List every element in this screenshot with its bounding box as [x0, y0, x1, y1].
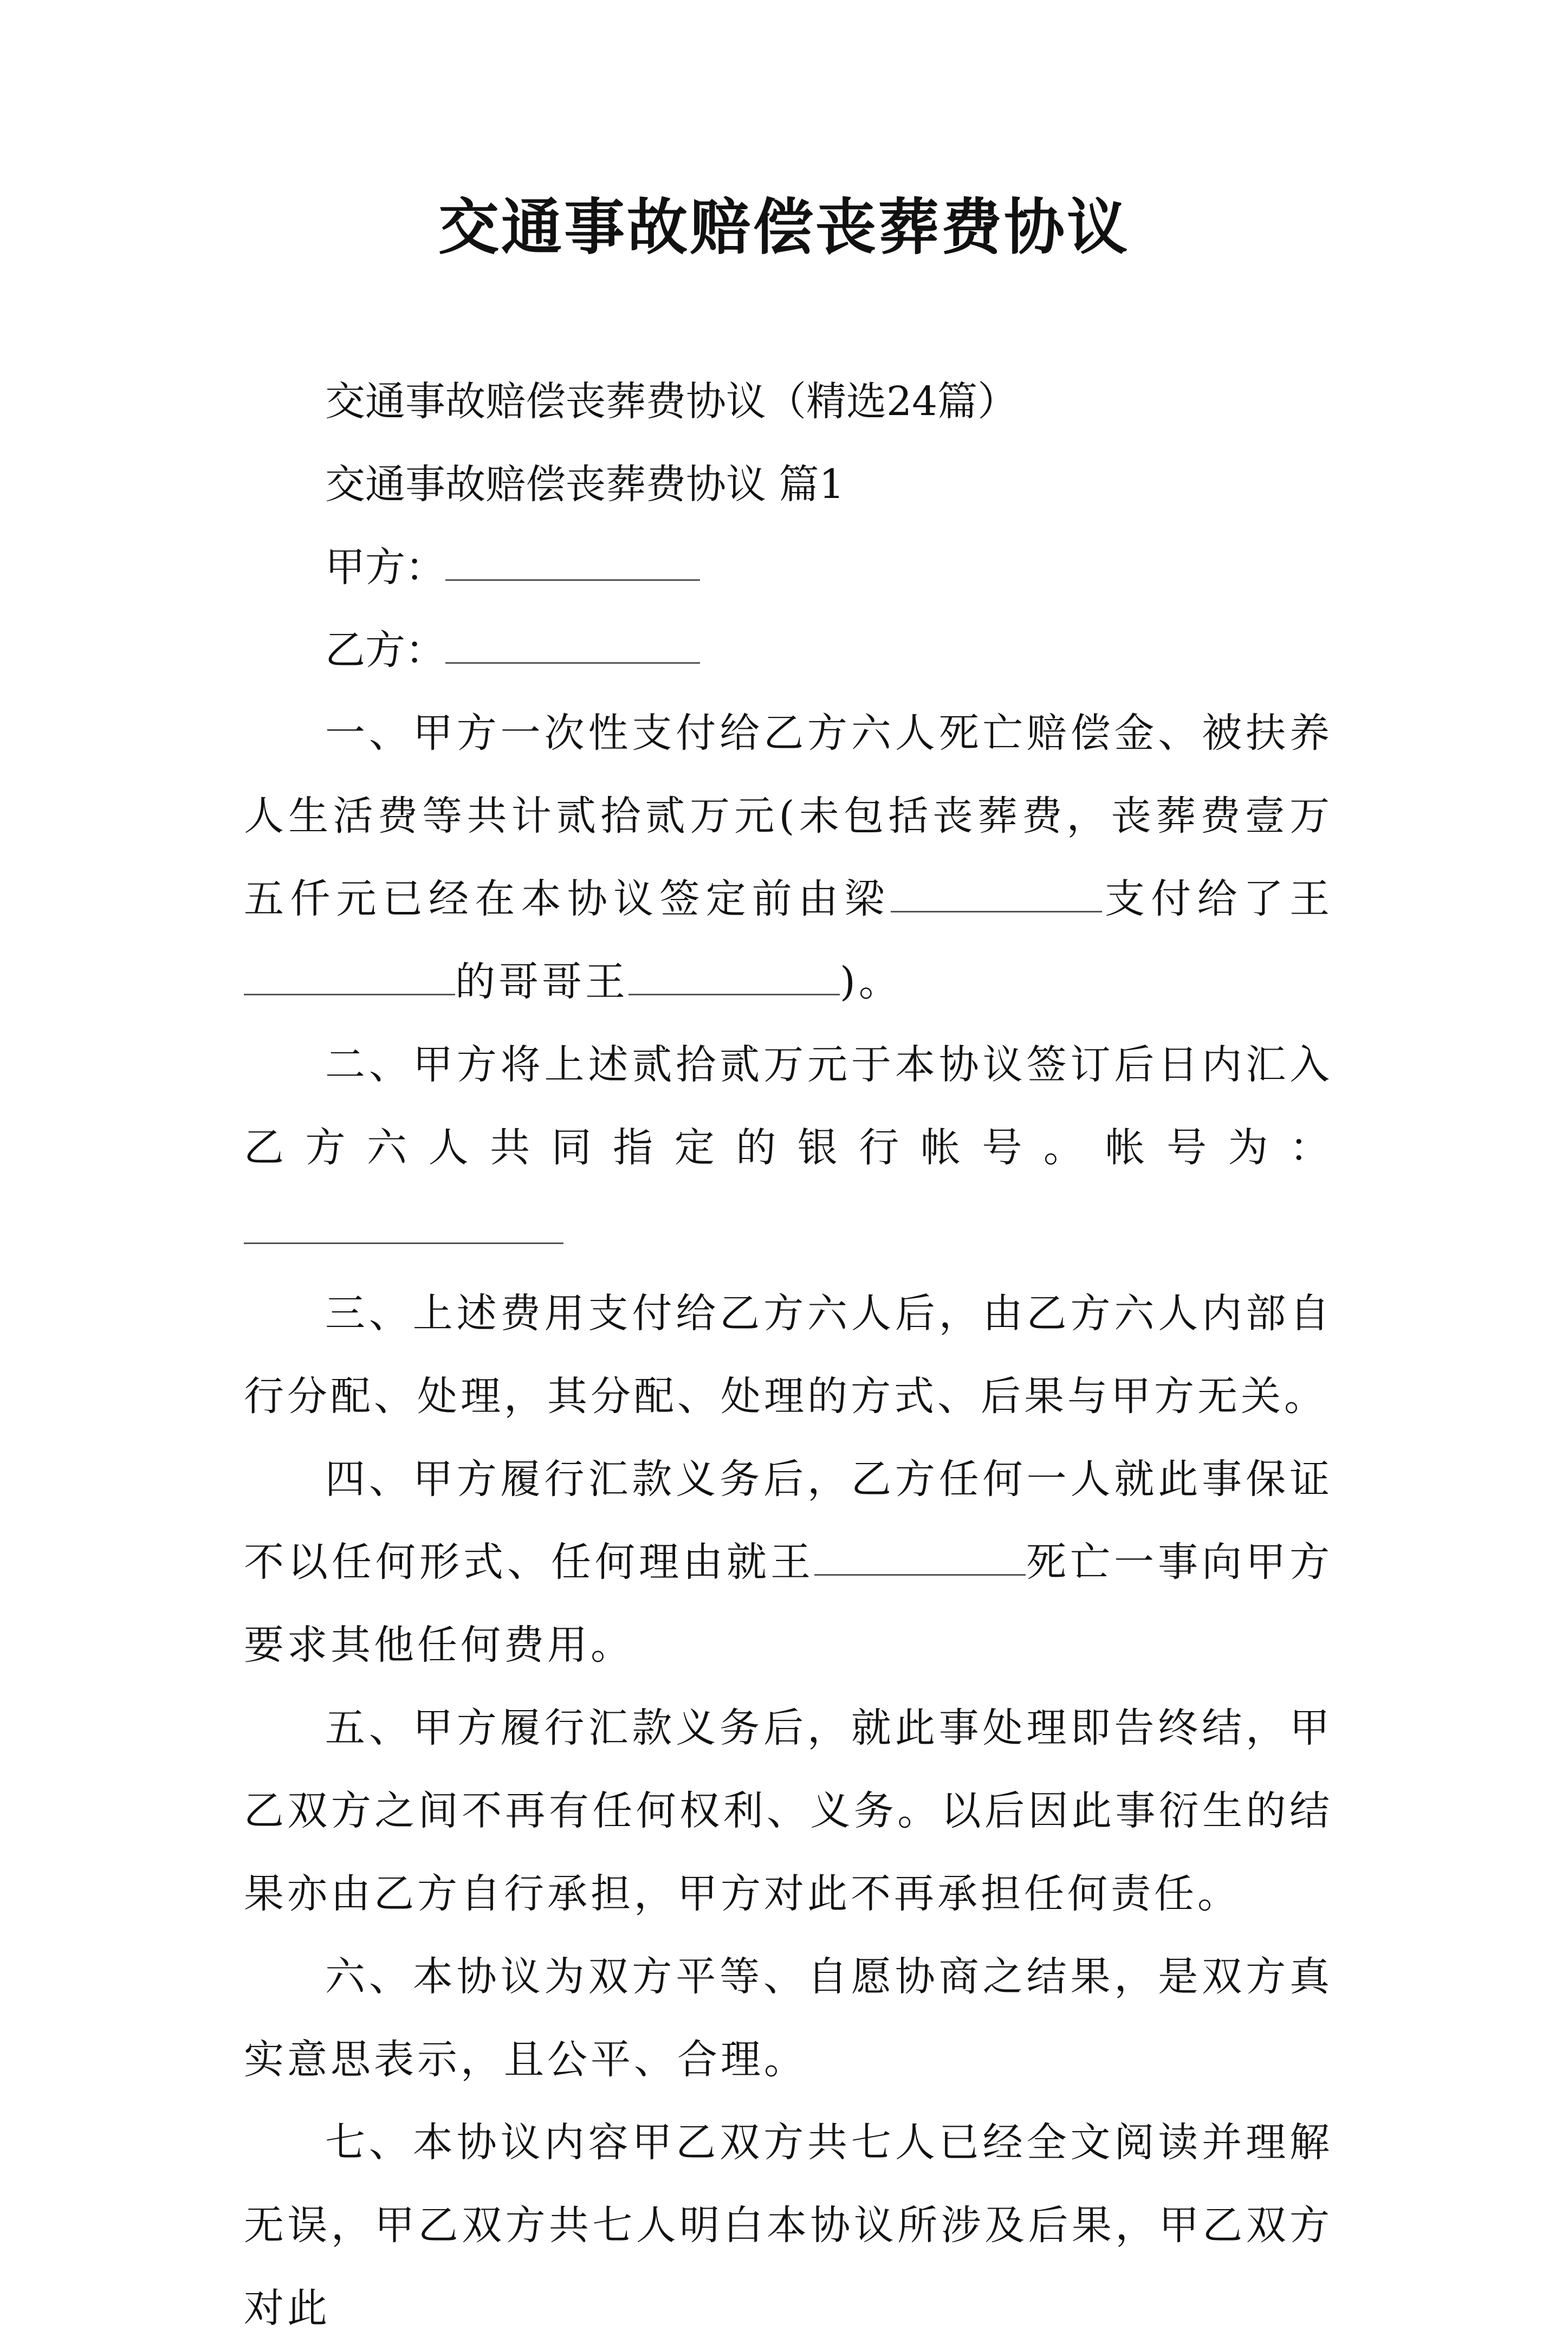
party-a-line [244, 526, 1333, 609]
document-subtitle: 交通事故赔偿丧葬费协议（精选24篇） [325, 378, 1018, 425]
brother-name-blank [629, 960, 840, 995]
payer-name-blank [891, 877, 1102, 912]
party-a-blank [445, 546, 700, 581]
clause-5: 五、甲方履行汇款义务后，就此事处理即告终结，甲乙双方之间不再有任何权利、义务。以后因此事衍生的结果亦由乙方自行承担，甲方对此不再承担任何责任。 [244, 1705, 1333, 1917]
clause-1-part4: )。 [840, 959, 902, 1005]
document-title: 交通事故赔偿丧葬费协议 [438, 192, 1130, 263]
clause-1 [244, 692, 1333, 1024]
clause-1-part3: 的哥哥王 [455, 959, 629, 1005]
deceased-name-blank [244, 960, 455, 995]
document-body [244, 360, 1333, 2350]
clause-1-part2: 支付给了王 [1102, 876, 1333, 922]
party-b-label: 乙方： [325, 627, 445, 674]
party-b-blank [445, 629, 700, 664]
clause-4-part1: 四、甲方履行汇款义务后，乙方任何一人就此事保证不以任何形式、任何理由就王 [244, 1456, 1333, 1585]
party-a-label: 甲方： [325, 544, 445, 591]
party-b-line [244, 609, 1333, 692]
clause-2-text: 二、甲方将上述贰拾贰万元于本协议签订后日内汇入乙方六人共同指定的银行帐号。帐号为： [244, 1041, 1333, 1171]
clause-1-part1: 一、甲方一次性支付给乙方六人死亡赔偿金、被扶养人生活费等共计贰拾贰万元(未包括丧葬费，丧葬费壹万五仟元已经在本协议签定前由梁 [244, 710, 1333, 922]
clause-2 [244, 1024, 1333, 1272]
clause-6: 六、本协议为双方平等、自愿协商之结果，是双方真实意思表示，且公平、合理。 [244, 1953, 1333, 2083]
clause-3: 三、上述费用支付给乙方六人后，由乙方六人内部自行分配、处理，其分配、处理的方式、后果与甲方无关。 [244, 1290, 1333, 1420]
clause-4-part2: 死亡一事向甲方要求其他任何费用。 [244, 1539, 1333, 1668]
clause-4 [244, 1438, 1333, 1687]
clause-7: 七、本协议内容甲乙双方共七人已经全文阅读并理解无误，甲乙双方共七人明白本协议所涉及后果，甲乙双方对此 [244, 2119, 1333, 2332]
account-number-blank [244, 1209, 563, 1244]
section-heading: 交通事故赔偿丧葬费协议 篇1 [325, 461, 845, 508]
deceased-name-blank-2 [814, 1540, 1026, 1576]
